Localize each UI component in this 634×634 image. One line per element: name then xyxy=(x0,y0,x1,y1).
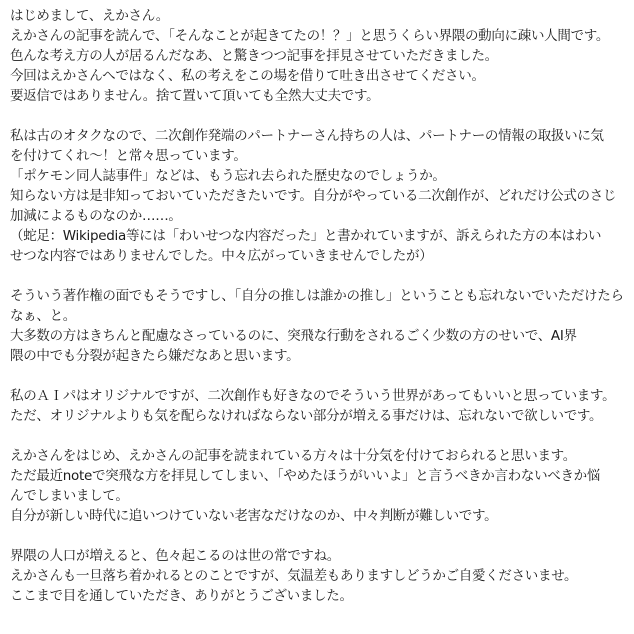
paragraph-closing xyxy=(10,546,630,606)
text-line: 要返信ではありません。捨て置いて頂いても全然大丈夫です。 xyxy=(10,88,380,104)
paragraph-copyright xyxy=(10,286,630,366)
text-line: なぁ、と。 xyxy=(10,308,76,324)
text-line: んでしまいまして。 xyxy=(10,488,129,504)
paragraph-otaku xyxy=(10,126,630,266)
text-line: ただ最近noteで突飛な方を拝見してしまい、「やめたほうがいいよ」と言うべきか言わないべきか悩 xyxy=(10,468,601,484)
text-line: えかさんの記事を読んで、「そんなことが起きてたの！？」と思うくらい界隈の動向に疎い人間です。 xyxy=(10,28,610,44)
text-line: 「ポケモン同人誌事件」などは、もう忘れ去られた歴史なのでしょうか。 xyxy=(10,168,446,184)
text-line: はじめまして、えかさん。 xyxy=(10,8,169,24)
text-line: ここまで目を通していただき、ありがとうございました。 xyxy=(10,588,353,604)
text-line: 大多数の方はきちんと配慮なさっているのに、突飛な行動をされるごく少数の方のせいで、AI界 xyxy=(10,328,577,344)
paragraph-note xyxy=(10,446,630,526)
text-line: ただ、オリジナルよりも気を配らなければならない部分が増える事だけは、忘れないで欲しいです。 xyxy=(10,408,603,424)
text-line: 知らない方は是非知っておいていただきたいです。自分がやっている二次創作が、どれだけ公式のさじ xyxy=(10,188,617,204)
paragraph-greeting xyxy=(10,6,630,106)
text-line: えかさんをはじめ、えかさんの記事を読まれている方々は十分気を付けておられると思います。 xyxy=(10,448,576,464)
text-line: せつな内容ではありませんでした。中々広がっていきませんでしたが） xyxy=(10,248,433,264)
text-line: （蛇足：Wikipedia等には「わいせつな内容だった」と書かれていますが、訴えられた方の本はわい xyxy=(10,228,602,244)
text-line: 今回はえかさんへではなく、私の考えをこの場を借りて吐き出させてください。 xyxy=(10,68,485,84)
text-line: 隈の中でも分裂が起きたら嫌だなあと思います。 xyxy=(10,348,300,364)
text-line: 私のＡＩパはオリジナルですが、二次創作も好きなのでそういう世界があってもいいと思っています。 xyxy=(10,388,616,404)
text-line: そういう著作権の面でもそうですし、「自分の推しは誰かの推し」ということも忘れないでいただけたら xyxy=(10,288,624,304)
text-line: 界隈の人口が増えると、色々起こるのは世の常ですね。 xyxy=(10,548,340,564)
text-line: 自分が新しい時代に追いつけていない老害なだけなのか、中々判断が難しいです。 xyxy=(10,508,498,524)
text-line: 私は古のオタクなので、二次創作発端のパートナーさん持ちの人は、パートナーの情報の取扱いに気 xyxy=(10,128,604,144)
text-line: を付けてくれ〜！と常々思っています。 xyxy=(10,148,247,164)
paragraph-original xyxy=(10,386,630,426)
comment-body xyxy=(10,6,630,606)
text-line: 色んな考え方の人が居るんだなあ、と驚きつつ記事を拝見させていただきました。 xyxy=(10,48,498,64)
text-line: えかさんも一旦落ち着かれるとのことですが、気温差もありますしどうかご自愛くださいませ。 xyxy=(10,568,578,584)
text-line: 加減によるものなのか……。 xyxy=(10,208,182,224)
